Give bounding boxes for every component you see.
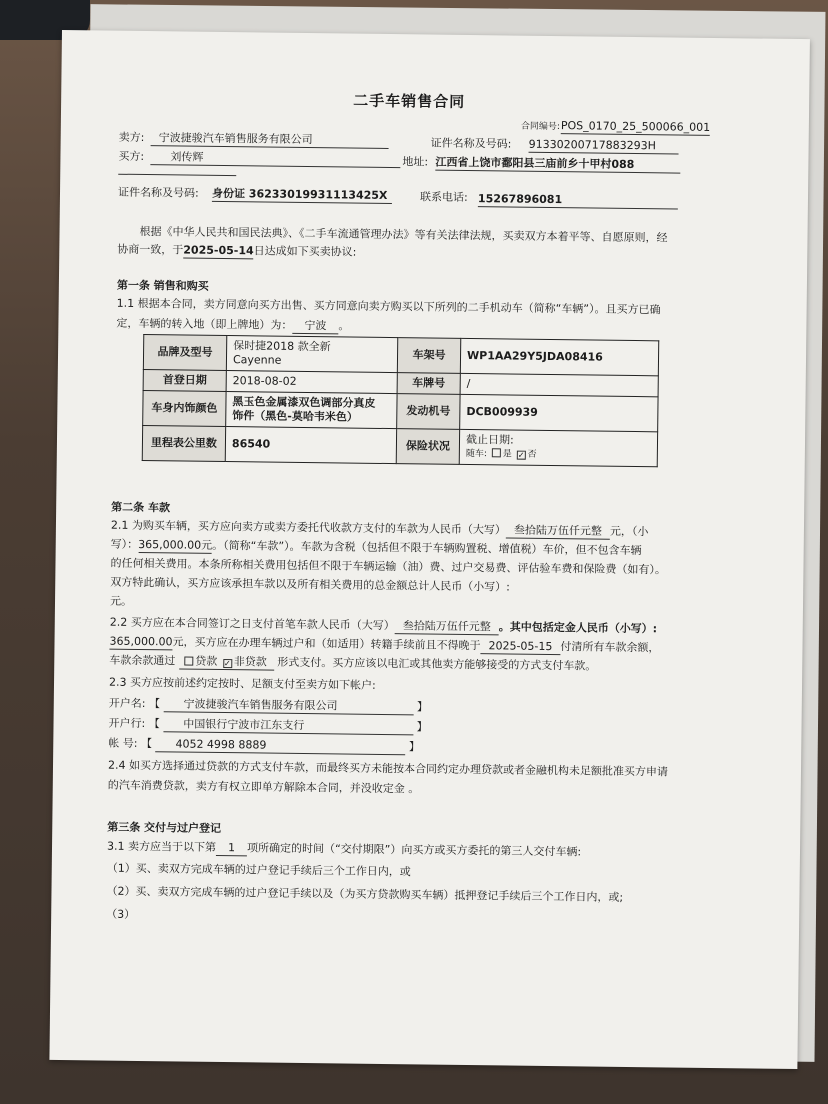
article-3-1: 3.1 卖方应当于以下第 1 项所确定的时间（“交付期限”）向买方或买方委托的第三人交付车辆: xyxy=(106,839,582,859)
engine-label: 发动机号 xyxy=(397,394,460,430)
address: 江西省上饶市鄱阳县三庙前乡十甲村088 xyxy=(435,156,680,174)
article-2-1-line-5: 元。 xyxy=(109,594,133,608)
seller-id-label: 证件名称及号码: xyxy=(430,136,512,151)
account-bank-row: 开户行: 【 中国银行宁波市江东支行 】 xyxy=(108,716,428,734)
checkbox-noloan-checked: ✓ xyxy=(223,659,231,669)
mileage-label: 里程表公里数 xyxy=(142,426,225,462)
checkbox-yes xyxy=(492,448,501,457)
insurance-value: 截止日期: 随车: 是 ✓ 否 xyxy=(459,429,657,466)
article-1-1-line-2: 定，车辆的转入地（即上牌地）为： 宁波 。 xyxy=(116,316,350,333)
phone-label: 联系电话: xyxy=(419,190,468,204)
contract-no: POS_0170_25_500066_001 xyxy=(560,119,711,134)
article-3-item-1: （1）买、卖双方完成车辆的过户登记手续后三个工作日内，或 xyxy=(106,861,411,879)
account-name-row: 开户名: 【 宁波捷骏汽车销售服务有限公司 】 xyxy=(108,696,429,714)
reg-date-value: 2018-08-02 xyxy=(226,371,397,394)
intro-line-1: 根据《中华人民共和国民法典》、《二手车流通管理办法》等有关法律法规，买卖双方本着平等、自愿原则，经 xyxy=(139,224,668,245)
article-2-4-line-2: 的汽车消费贷款，卖方有权立即单方解除本合同，并没收定金 。 xyxy=(107,778,420,796)
table-row xyxy=(142,426,657,467)
article-1-1-line-1: 1.1 根据本合同，卖方同意向买方出售、买方同意向卖方购买以下所列的二手机动车（简称“车辆”）。且买方已确 xyxy=(116,296,661,317)
article-3-item-2: （2）买、卖双方完成车辆的过户登记手续以及（为买方贷款购买车辆）抵押登记手续后三个工作日内，或; xyxy=(106,884,624,904)
mileage-value: 86540 xyxy=(225,427,396,464)
insurance-label: 保险状况 xyxy=(396,429,459,465)
buyer-name: 刘传辉 xyxy=(150,150,400,168)
buyer-label: 买方: xyxy=(118,149,145,164)
seller-name: 宁波捷骏汽车销售服务有限公司 xyxy=(151,131,389,149)
checkbox-no-checked: ✓ xyxy=(517,450,525,460)
article-2-title: 第二条 车款 xyxy=(111,500,171,515)
color-label: 车身内饰颜色 xyxy=(143,391,226,427)
address-label: 地址: xyxy=(402,155,429,169)
reg-date-label: 首登日期 xyxy=(143,370,226,392)
vin-label: 车架号 xyxy=(397,338,460,374)
checkbox-loan xyxy=(184,657,193,666)
article-2-2-line-2: 365,000.00元，买方应在办理车辆过户和（如适用）转籍手续前且不得晚于 2025-05-15 付清所有车款余额， xyxy=(109,634,660,655)
seller-label: 卖方: xyxy=(118,130,145,145)
article-3-title: 第三条 交付与过户登记 xyxy=(107,820,222,836)
plate-label: 车牌号 xyxy=(397,373,460,395)
brand-value: 保时捷2018 款全新 Cayenne xyxy=(226,336,397,373)
article-2-2-line-1: 2.2 买方应在本合同签订之日支付首笔车款人民币（大写） 叁拾陆万伍仟元整 。其中包括定金人民币（小写）: xyxy=(109,615,658,636)
article-1-title: 第一条 销售和购买 xyxy=(116,278,209,293)
article-2-1-line-1: 2.1 为购买车辆，买方应向卖方或卖方委托代收款方支付的车款为人民币（大写） 叁拾陆万伍仟元整 元，（小 xyxy=(110,518,649,539)
buyer-id-label: 证件名称及号码: xyxy=(117,185,199,200)
plate-value: / xyxy=(460,373,658,396)
engine-value: DCB009939 xyxy=(460,394,658,431)
color-value: 黑玉色金属漆双色调部分真皮 饰件（黑色-莫哈韦米色） xyxy=(226,392,397,429)
intro-line-2: 协商一致，于2025-05-14日达成如下买卖协议: xyxy=(117,242,357,259)
article-2-1-line-4: 双方特此确认，买方应该承担车款以及所有相关费用的总金额总计人民币（小写）: xyxy=(110,575,511,594)
phone: 15267896081 xyxy=(478,192,678,209)
article-2-4-line-1: 2.4 如买方选择通过贷款的方式支付车款，而最终买方未能按本合同约定办理贷款或者金融机构未足额批准买方申请 xyxy=(107,758,669,779)
blank-line xyxy=(118,164,236,176)
article-3-item-3: （3） xyxy=(106,907,136,921)
article-2-1-line-2: 写）：365,000.00元。（简称“车款”）。车款为含税（包括但不限于车辆购置税、增值税）车价，但不包含车辆 xyxy=(110,537,642,558)
article-2-1-line-3: 的任何相关费用。本条所称相关费用包括但不限于车辆运输（油）费、过户交易费、评估验车费和保险费（如有）。 xyxy=(110,556,667,577)
vin-value: WP1AA29Y5JDA08416 xyxy=(460,338,658,375)
contract-title: 二手车销售合同 xyxy=(353,91,466,111)
contract-page xyxy=(49,30,810,1069)
article-2-2-line-3: 车款余款通过 贷款 ✓ 非贷款 形式支付。买方应该以电汇或其他卖方能够接受的方式支付车款。 xyxy=(109,653,597,673)
account-no-row: 帐 号: 【 4052 4998 8889 】 xyxy=(108,736,421,754)
seller-id: 91330200717883293H xyxy=(529,138,679,155)
contract-no-label: 合同编号: xyxy=(520,121,560,133)
brand-label: 品牌及型号 xyxy=(143,335,226,371)
vehicle-table xyxy=(142,334,660,467)
article-2-3: 2.3 买方应按前述约定按时、足额支付至卖方如下帐户: xyxy=(108,675,376,692)
buyer-id: 身份证 36233019931113425X xyxy=(212,187,392,204)
